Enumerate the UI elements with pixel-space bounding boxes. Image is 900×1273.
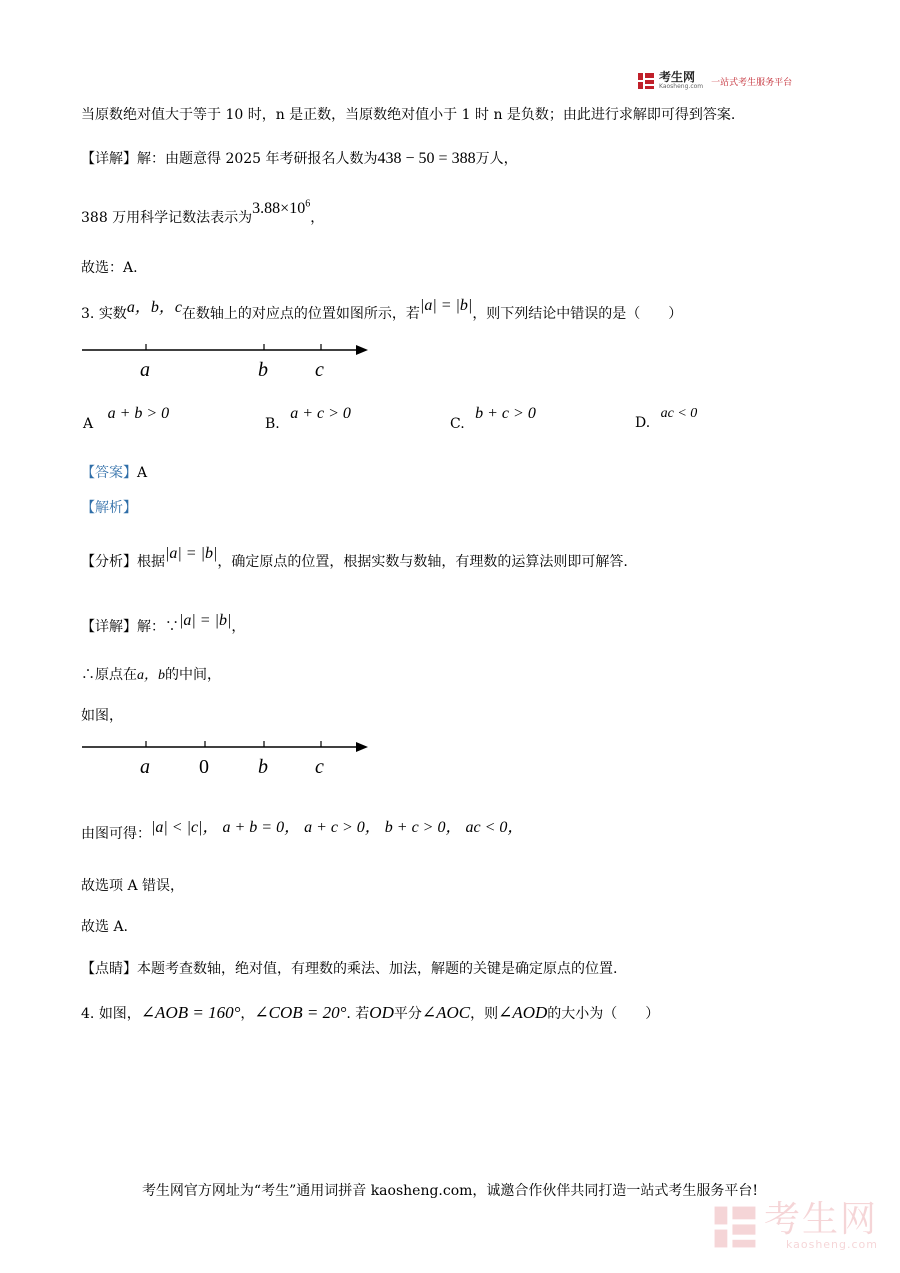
option-b: B. a + c > 0 bbox=[265, 405, 351, 432]
watermark-text: 考生网 bbox=[763, 1199, 878, 1240]
q2-detail-line bbox=[81, 148, 518, 168]
q3-detail: 【详解】解：∵|a| = |b|， bbox=[81, 612, 246, 635]
q2-choice: 故选：A. bbox=[81, 260, 138, 276]
nl2-label-c: c bbox=[315, 756, 324, 778]
q3-comment: 【点睛】本题考查数轴，绝对值，有理数的乘法、加法，解题的关键是确定原点的位置. bbox=[81, 961, 618, 977]
q3-condition: |a| = |b| bbox=[419, 297, 473, 314]
detail-text-end: 万人， bbox=[475, 151, 518, 167]
sci-formula: $3.88\times 10^6$ bbox=[252, 198, 311, 217]
footer-text: 考生网官方网址为“考生”通用词拼音 kaosheng.com，诚邀合作伙伴共同打造一站式考生服务平台! bbox=[141, 1183, 759, 1199]
answer-line bbox=[81, 462, 147, 482]
q3-number: 3. bbox=[81, 306, 95, 322]
detail-label: 【详解】 bbox=[81, 151, 137, 167]
sci-end: ， bbox=[310, 210, 325, 226]
brand-name: 考生网 bbox=[659, 70, 696, 84]
arrow-icon bbox=[356, 345, 368, 355]
brand-slogan: 一站式考生服务平台 bbox=[711, 77, 793, 88]
option-a: A a + b > 0 bbox=[83, 405, 170, 432]
nl1-label-b: b bbox=[258, 359, 268, 381]
q4-stem: 4. 如图，∠AOB = 160°，∠COB = 20°. 若OD平分∠AOC，则∠AOD的大小为（ ） bbox=[81, 1003, 660, 1022]
nl2-label-0: 0 bbox=[199, 756, 209, 778]
sci-text: 388 万用科学记数法表示为 bbox=[81, 210, 253, 226]
q3-as-figure: 如图， bbox=[81, 708, 123, 724]
q3-stem: 3. 实数a，b，c在数轴上的对应点的位置如图所示，若|a| = |b|，则下列结论中错误的是（ ） bbox=[81, 297, 683, 322]
number-line-2 bbox=[78, 735, 378, 781]
q2-sci-line bbox=[81, 198, 325, 227]
option-c: C. b + c > 0 bbox=[450, 405, 536, 432]
watermark bbox=[712, 1199, 878, 1251]
watermark-logo-icon bbox=[712, 1204, 758, 1250]
nl2-label-a: a bbox=[140, 756, 150, 778]
q2-analysis-text: 当原数绝对值大于等于 10 时，n 是正数，当原数绝对值小于 1 时 n 是负数；由此进行求解即可得到答案. bbox=[81, 107, 736, 123]
detail-formula: 438 − 50 = 388 bbox=[377, 150, 476, 167]
number-line-1 bbox=[78, 338, 378, 384]
brand-sub: Kaosheng.com bbox=[659, 83, 704, 90]
arrow-icon bbox=[356, 742, 368, 752]
q3-origin: ∴原点在a，b的中间， bbox=[81, 667, 221, 683]
header-brand bbox=[637, 72, 792, 90]
q3-analysis: 【分析】根据|a| = |b|，确定原点的位置，根据实数与数轴，有理数的运算法则即可解答. bbox=[81, 545, 628, 570]
answer-value: A bbox=[137, 465, 148, 481]
nl1-label-a: a bbox=[140, 359, 150, 381]
q3-final-choice: 故选 A. bbox=[81, 919, 129, 935]
q3-from-figure: 由图可得：|a| < |c|， a + b = 0， a + c > 0， b + c > 0， ac < 0， bbox=[81, 819, 524, 842]
q3-vars: a，b，c bbox=[126, 299, 182, 316]
nl2-label-b: b bbox=[258, 756, 268, 778]
kaosheng-logo-icon bbox=[637, 72, 655, 90]
jiexi-label: 【解析】 bbox=[81, 500, 137, 516]
nl1-label-c: c bbox=[315, 359, 324, 381]
watermark-sub: kaosheng.com bbox=[785, 1238, 878, 1251]
answer-label: 【答案】 bbox=[81, 465, 137, 481]
option-d: D. ac < 0 bbox=[635, 406, 698, 431]
q3-wrong-option: 故选项 A 错误， bbox=[81, 878, 185, 894]
detail-text: 解：由题意得 2025 年考研报名人数为 bbox=[137, 151, 378, 167]
